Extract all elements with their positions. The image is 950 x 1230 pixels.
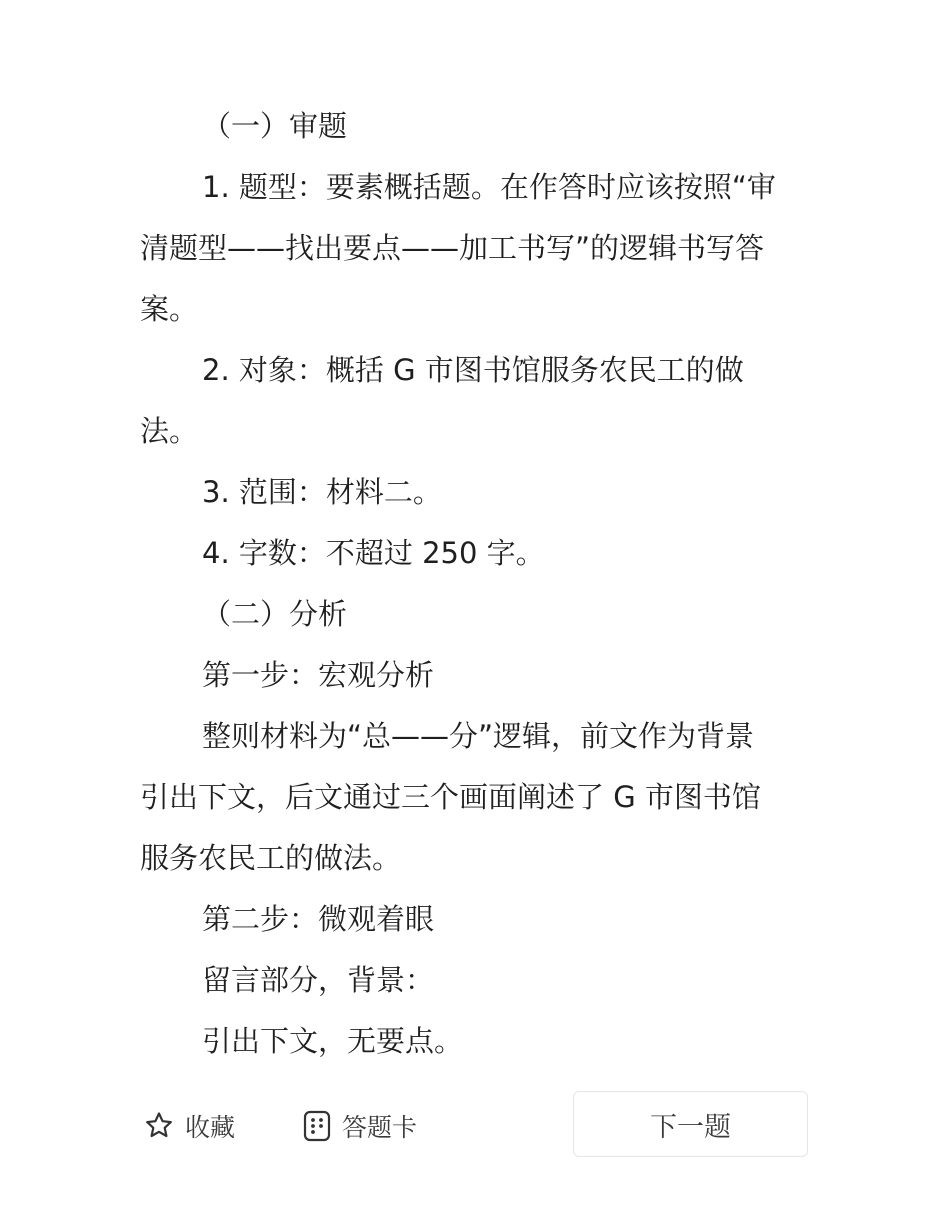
favorite-button[interactable] — [143, 1104, 235, 1148]
paragraph-line: 3. 范围：材料二。 — [202, 475, 442, 509]
bottom-action-bar — [0, 1086, 950, 1166]
paragraph-line: 整则材料为“总——分”逻辑，前文作为背景 — [202, 719, 755, 753]
paragraph-line: 引出下文，后文通过三个画面阐述了 G 市图书馆 — [140, 780, 761, 814]
answer-card-label: 答题卡 — [342, 1113, 418, 1142]
paragraph-line: 服务农民工的做法。 — [140, 841, 402, 875]
section-heading: （一）审题 — [202, 109, 348, 143]
paragraph-line: 引出下文，无要点。 — [202, 1024, 464, 1058]
paragraph-line: 1. 题型：要素概括题。在作答时应该按照“审 — [202, 170, 776, 204]
paragraph-line: 案。 — [140, 292, 199, 326]
paragraph-line: 清题型——找出要点——加工书写”的逻辑书写答 — [140, 231, 765, 265]
paragraph-line: 第一步：宏观分析 — [202, 658, 435, 692]
paragraph-line: 留言部分，背景： — [202, 963, 435, 997]
paragraph-line: 2. 对象：概括 G 市图书馆服务农民工的做 — [202, 353, 744, 387]
section-heading: （二）分析 — [202, 597, 348, 631]
star-outline-icon — [143, 1110, 175, 1142]
answer-card-button[interactable] — [302, 1104, 417, 1148]
favorite-label: 收藏 — [185, 1113, 236, 1142]
paragraph-line: 第二步：微观着眼 — [202, 902, 435, 936]
next-question-label: 下一题 — [650, 1111, 731, 1143]
answer-card-icon — [302, 1110, 332, 1142]
article-content — [140, 96, 820, 1072]
paragraph-line: 法。 — [140, 414, 199, 448]
paragraph-line: 4. 字数：不超过 250 字。 — [202, 536, 545, 570]
next-question-button[interactable] — [573, 1091, 808, 1157]
